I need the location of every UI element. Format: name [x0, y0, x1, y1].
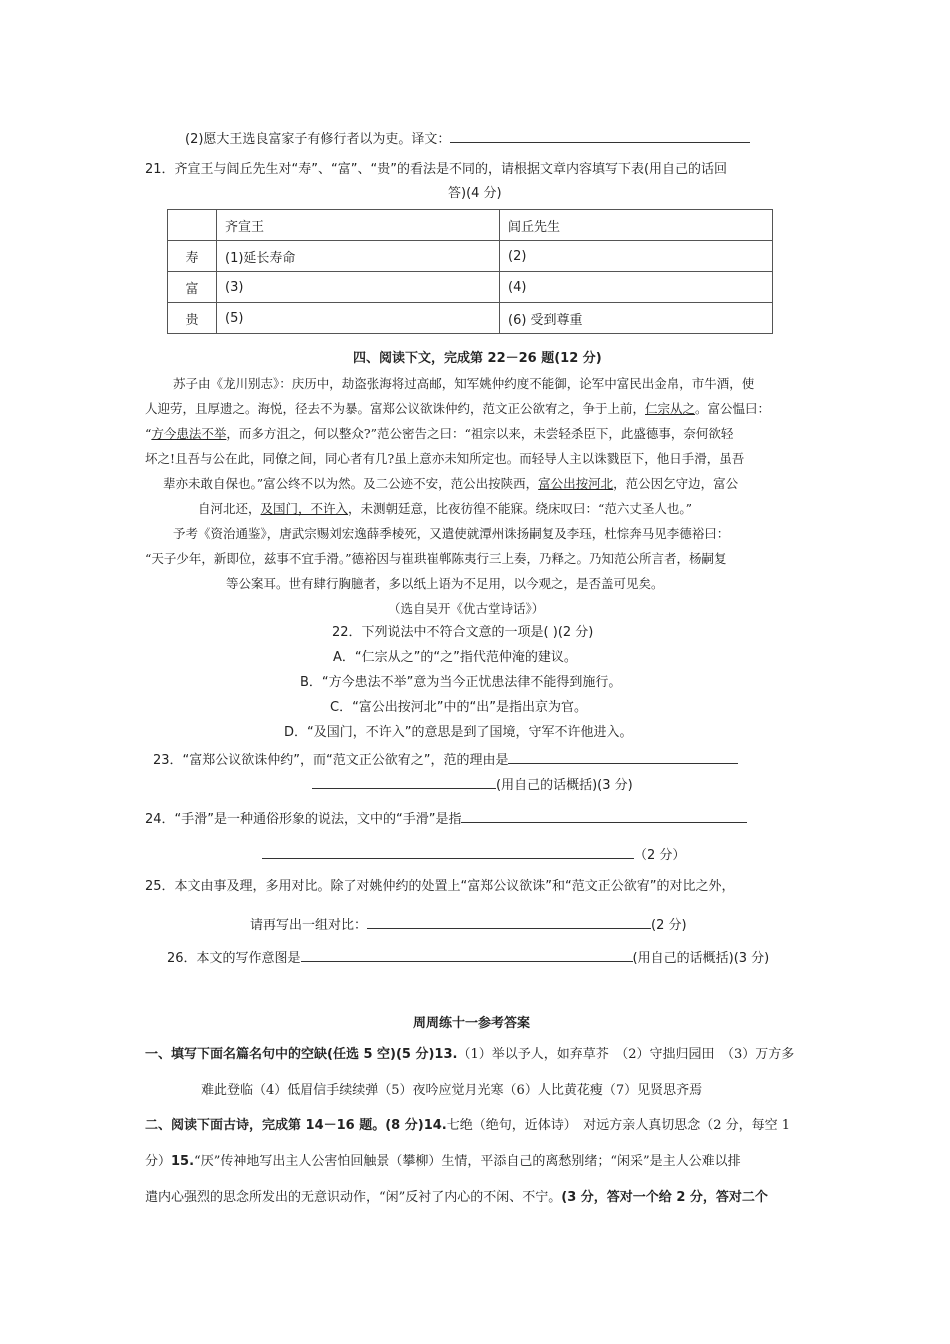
question-26: 26．本文的写作意图是 (用自己的话概括)(3 分) [167, 947, 769, 968]
answer-line: 二、阅读下面古诗，完成第 14－16 题。(8 分)14.七绝（绝句，近体诗） 对远方亲人真切思念（2 分，每空 1 [145, 1118, 791, 1133]
passage-line: 人迎劳，且厚遗之。海悦，径去不为暴。富郑公议欲诛仲约，范文正公欲宥之，争于上前，仁宗从之。富公愠曰： [145, 401, 771, 416]
underlined-phrase: 富公出按河北 [538, 476, 614, 491]
question-21-cont: 答)(4 分) [448, 186, 502, 201]
table-row [168, 303, 773, 334]
passage-line: “天子少年，新即位，兹事不宜手滑。”德裕因与崔珙崔郸陈夷行三上奏，乃释之。乃知范公所言者，杨嗣复 [145, 551, 727, 566]
question-23-cont: (用自己的话概括)(3 分) [312, 774, 633, 795]
table-cell[interactable]: (6) 受到尊重 [500, 303, 773, 334]
passage-line: “方今患法不举，而多方沮之，何以整众?”范公密告之曰：“祖宗以来，未尝轻杀臣下，此盛德事，奈何欲轻 [145, 426, 734, 441]
question-23: 23．“富郑公议欲诛仲约”，而“范文正公欲宥之”，范的理由是 [153, 749, 738, 770]
passage-line: 苏子由《龙川别志》：庆历中，劫盗张海将过高邮，知军姚仲约度不能御，论军中富民出金帛，市牛酒，使 [173, 376, 755, 391]
table-cell[interactable]: (4) [500, 272, 773, 303]
answer-line: 遣内心强烈的思念所发出的无意识动作，“闲”反衬了内心的不闲、不宁。(3 分，答对一个给 2 分，答对二个 [145, 1190, 768, 1205]
passage-source: （选自吴开《优古堂诗话》） [388, 601, 545, 616]
table-row [168, 272, 773, 303]
row-label: 贵 [168, 303, 217, 334]
passage-line: 自河北还，及国门，不许入，未测朝廷意，比夜彷徨不能寐。绕床叹曰：“范六丈圣人也。” [198, 501, 693, 516]
answer-blank[interactable] [312, 774, 496, 789]
question-20-2: (2)愿大王选良富家子有修行者以为吏。译文： [185, 128, 750, 149]
option-c[interactable]: C．“富公出按河北”中的“出”是指出京为官。 [330, 700, 588, 715]
underlined-phrase: 仁宗从之 [645, 401, 696, 416]
question-24-cont: （2 分） [262, 844, 685, 865]
option-d[interactable]: D．“及国门，不许入”的意思是到了国境，守军不许他进入。 [284, 725, 633, 740]
table-header-lvqiu: 闾丘先生 [500, 210, 773, 241]
table-cell[interactable]: (2) [500, 241, 773, 272]
answer-blank[interactable] [262, 844, 634, 859]
row-label: 富 [168, 272, 217, 303]
passage-line: 等公案耳。世有肆行胸臆者，多以纸上语为不足用，以今观之，是否盖可见矣。 [226, 576, 664, 591]
answer-blank[interactable] [367, 914, 651, 929]
table-cell[interactable]: (1)延长寿命 [217, 241, 500, 272]
section-heading: 四、阅读下文，完成第 22－26 题(12 分) [353, 351, 602, 366]
table-cell[interactable]: (3) [217, 272, 500, 303]
underlined-phrase: 方今患法不举 [151, 426, 227, 441]
answer-line: 分）15.“厌”传神地写出主人公害怕回触景（攀柳）生情，平添自己的离愁别绪；“闲采”是主人公难以排 [145, 1154, 741, 1169]
answer-blank[interactable] [508, 749, 738, 764]
row-label: 寿 [168, 241, 217, 272]
table-row [168, 210, 773, 241]
passage-line: 辈亦未敢自保也。”富公终不以为然。及二公迹不安，范公出按陕西，富公出按河北，范公因乞守边，富公 [163, 476, 739, 491]
underlined-phrase: 及国门，不许入 [260, 501, 349, 516]
answer-blank[interactable] [450, 128, 750, 143]
answers-title: 周周练十一参考答案 [413, 1016, 531, 1031]
table-row [168, 241, 773, 272]
answer-blank[interactable] [301, 947, 633, 962]
answer-line: 难此登临（4）低眉信手续续弹（5）夜吟应觉月光寒（6）人比黄花瘦（7）见贤思齐焉 [201, 1083, 703, 1098]
option-a[interactable]: A．“仁宗从之”的“之”指代范仲淹的建议。 [333, 650, 577, 665]
table-cell [168, 210, 217, 241]
question-25: 25．本文由事及理，多用对比。除了对姚仲约的处置上“富郑公议欲诛”和“范文正公欲宥”的对比之外， [145, 879, 735, 894]
question-21: 21．齐宣王与闾丘先生对“寿”、“富”、“贵”的看法是不同的，请根据文章内容填写下表(用自己的话回 [145, 162, 728, 177]
answer-line: 一、填写下面名篇名句中的空缺(任选 5 空)(5 分)13.（1）举以予人，如弃草芥 （2）守拙归园田 （3）万方多 [145, 1047, 795, 1062]
answer-blank[interactable] [461, 808, 747, 823]
option-b[interactable]: B．“方今患法不举”意为当今正忧患法律不能得到施行。 [300, 675, 622, 690]
table-cell[interactable]: (5) [217, 303, 500, 334]
passage-line: 予考《资治通鉴》，唐武宗赐刘宏逸薛季棱死，又遣使就潭州诛扬嗣复及李珏，杜悰奔马见李德裕曰： [173, 526, 730, 541]
question-22: 22．下列说法中不符合文意的一项是( )(2 分) [332, 625, 594, 640]
question-25-cont: 请再写出一组对比： (2 分) [250, 914, 687, 935]
comparison-table [167, 209, 773, 334]
table-header-king: 齐宣王 [217, 210, 500, 241]
passage-line: 坏之!且吾与公在此，同僚之间，同心者有几?虽上意亦未知所定也。而轻导人主以诛戮臣下，他日手滑，虽吾 [145, 451, 745, 466]
question-24: 24．“手滑”是一种通俗形象的说法，文中的“手滑”是指 [145, 808, 747, 829]
